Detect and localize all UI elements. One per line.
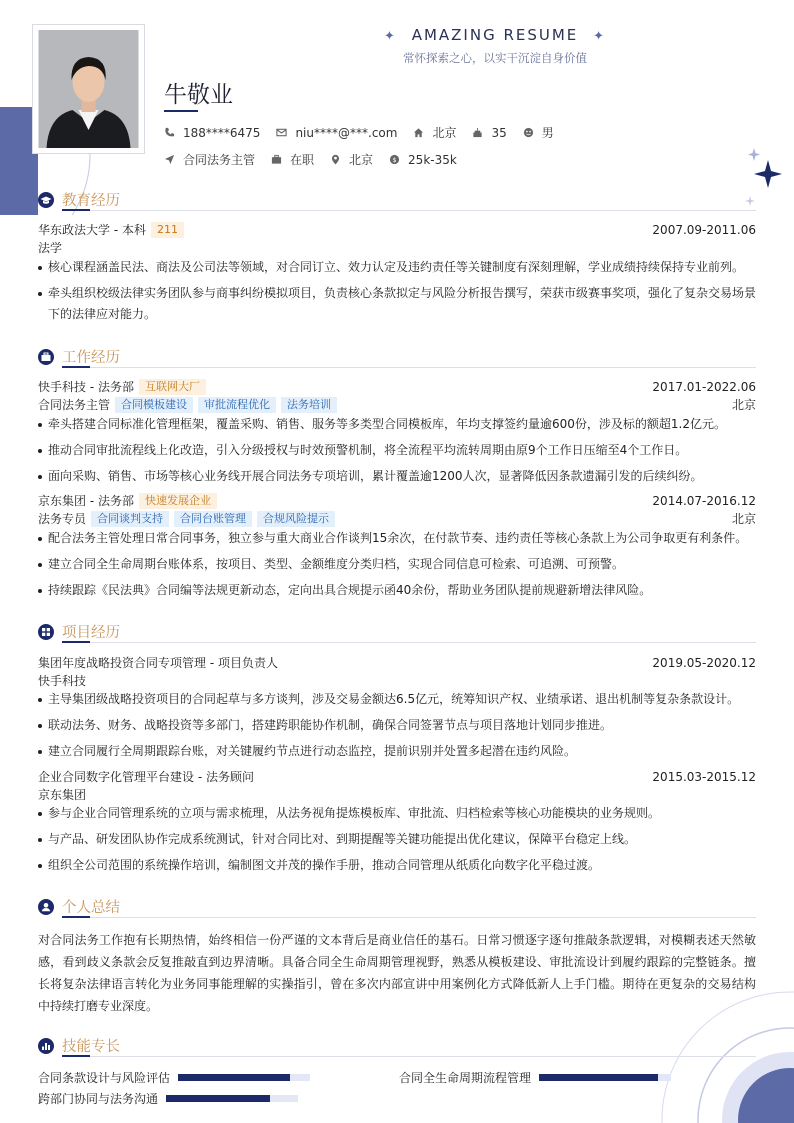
project-org-row — [38, 786, 756, 803]
skill-tag: 合同模板建设 — [115, 397, 193, 413]
summary-text: 对合同法务工作抱有长期热情，始终相信一份严谨的文本背后是商业信任的基石。日常习惯逐字逐句推敲条款逻辑，对模糊表述天然敏感，看到歧义条款会反复推敲直到边界清晰。具备合同全生命周期管理视野，熟悉从模板建设、审批流设计到履约跟踪的完整链条。擅长将复杂法律语言转化为业务同事能理解的实操指引，曾在多次内部宣讲中用案例化方式降低新人上手门槛。期待在更复杂的交易结构中持续打磨专业深度。 — [38, 933, 756, 1013]
money-icon — [389, 154, 400, 165]
company-tag: 互联网大厂 — [139, 379, 206, 395]
info-city: 北京 — [413, 124, 456, 141]
cake-icon — [472, 127, 483, 138]
job-role: 合同法务主管 — [38, 398, 111, 412]
avatar — [38, 30, 139, 148]
section-divider — [62, 1056, 756, 1057]
list-item: 推动合同审批流程线上化改造，引入分级授权与时效预警机制，将全流程平均流转周期由原9个工作日压缩至4个工作日。 — [38, 440, 756, 461]
project-header-row — [38, 768, 756, 785]
info-position: 合同法务主管 — [164, 151, 255, 168]
graduation-cap-icon — [38, 192, 54, 208]
info-salary: $ 25k-35k — [389, 153, 457, 167]
project-name: 集团年度战略投资合同专项管理 - 项目负责人 — [38, 656, 278, 670]
section-divider — [62, 917, 756, 918]
skill-name: 合同全生命周期流程管理 — [399, 1071, 532, 1085]
school-badge: 211 — [151, 222, 184, 238]
job-date: 2017.01-2022.06 — [652, 379, 756, 394]
school-name: 华东政法大学 - 本科 — [38, 223, 146, 237]
list-item: 与产品、研发团队协作完成系统测试，针对合同比对、到期提醒等关键功能提出优化建议，保障平台稳定上线。 — [38, 829, 756, 850]
company-tag: 快速发展企业 — [139, 493, 217, 509]
mail-icon — [276, 127, 287, 138]
education-bullets — [38, 257, 756, 330]
svg-text:$: $ — [392, 155, 397, 164]
skill-bar — [539, 1074, 671, 1081]
profile-photo — [32, 24, 145, 154]
section-title: 个人总结 — [62, 900, 120, 916]
job-location: 北京 — [731, 512, 756, 526]
list-item: 参与企业合同管理系统的立项与需求梳理，从法务视角提炼模板库、审批流、归档检索等核心功能模块的业务规则。 — [38, 803, 756, 824]
project-name: 企业合同数字化管理平台建设 - 法务顾问 — [38, 770, 254, 784]
skill-bar — [166, 1095, 298, 1102]
brand-title — [380, 26, 610, 44]
section-education-header — [38, 189, 756, 211]
project-org: 快手科技 — [38, 674, 87, 688]
info-age: 35 — [472, 126, 506, 140]
section-skills-header — [38, 1035, 756, 1057]
job-header-row — [38, 492, 756, 509]
job-company: 快手科技 - 法务部 — [38, 380, 134, 394]
job-role-row — [38, 396, 756, 413]
skill-tag: 法务培训 — [281, 397, 337, 413]
section-divider — [62, 642, 756, 643]
list-item: 牵头组织校级法律实务团队参与商事纠纷模拟项目，负责核心条款拟定与风险分析报告撰写，荣获市级赛事奖项，强化了复杂交易场景下的法律应对能力。 — [38, 283, 756, 325]
list-item: 主导集团级战略投资项目的合同起草与多方谈判，涉及交易金额达6.5亿元，统筹知识产权、业绩承诺、退出机制等复杂条款设计。 — [38, 689, 756, 710]
info-email: niu****@***.com — [276, 126, 397, 140]
info-gender: 男 — [523, 124, 554, 141]
brand-subtitle: 常怀探索之心，以实干沉淀自身价值 — [403, 51, 587, 65]
location-icon — [330, 154, 341, 165]
skill-name: 合同条款设计与风险评估 — [38, 1071, 171, 1085]
bar-chart-icon — [38, 1038, 54, 1054]
education-major-row — [38, 239, 756, 256]
briefcase-icon — [271, 154, 282, 165]
section-divider — [62, 367, 756, 368]
list-item: 组织全公司范围的系统操作培训，编制图文并茂的操作手册，推动合同管理从纸质化向数字化平稳过渡。 — [38, 855, 756, 876]
send-icon — [164, 154, 175, 165]
briefcase-icon — [38, 349, 54, 365]
skill-item — [399, 1069, 671, 1086]
section-accent — [62, 641, 90, 643]
job-date: 2014.07-2016.12 — [652, 493, 756, 508]
project-date: 2019.05-2020.12 — [652, 655, 756, 670]
job-header-row — [38, 378, 756, 395]
project-header-row — [38, 654, 756, 671]
section-title: 教育经历 — [62, 193, 120, 209]
info-target-city: 北京 — [330, 151, 373, 168]
education-date: 2007.09-2011.06 — [652, 222, 756, 237]
section-divider — [62, 210, 756, 211]
gender-icon — [523, 127, 534, 138]
star-icon: ✦ — [593, 29, 606, 44]
grid-icon — [38, 624, 54, 640]
job-role: 法务专员 — [38, 512, 87, 526]
name-underline — [164, 110, 198, 112]
section-accent — [62, 916, 90, 918]
star-icon: ✦ — [384, 29, 397, 44]
section-projects-header — [38, 621, 756, 643]
section-summary-header — [38, 896, 756, 918]
section-work-header — [38, 346, 756, 368]
section-accent — [62, 209, 90, 211]
section-title: 工作经历 — [62, 350, 120, 366]
home-icon — [413, 127, 424, 138]
section-title: 技能专长 — [62, 1039, 120, 1055]
project-bullets — [38, 803, 756, 881]
info-row-2 — [164, 151, 473, 168]
skill-tag: 审批流程优化 — [198, 397, 276, 413]
list-item: 核心课程涵盖民法、商法及公司法等领域，对合同订立、效力认定及违约责任等关键制度有深刻理解，学业成绩持续保持专业前列。 — [38, 257, 756, 278]
skill-tag: 合规风险提示 — [257, 511, 335, 527]
phone-icon — [164, 127, 175, 138]
job-company: 京东集团 - 法务部 — [38, 494, 134, 508]
skill-bar — [178, 1074, 310, 1081]
brand-title-text: AMAZING RESUME — [411, 26, 579, 44]
project-org-row — [38, 672, 756, 689]
skill-bar-fill — [539, 1074, 658, 1081]
project-bullets — [38, 689, 756, 767]
education-header-row — [38, 221, 756, 238]
job-bullets — [38, 414, 756, 492]
list-item: 建立合同履行全周期跟踪台账，对关键履约节点进行动态监控，提前识别并处置多起潜在违约风险。 — [38, 741, 756, 762]
section-title: 项目经历 — [62, 625, 120, 641]
list-item: 面向采购、销售、市场等核心业务线开展合同法务专项培训，累计覆盖逾1200人次，显著降低因条款遗漏引发的后续纠纷。 — [38, 466, 756, 487]
list-item: 牵头搭建合同标准化管理框架，覆盖采购、销售、服务等多类型合同模板库，年均支撑签约量逾600份，涉及标的额超1.2亿元。 — [38, 414, 756, 435]
project-org: 京东集团 — [38, 788, 87, 802]
candidate-name: 牛敬业 — [164, 82, 233, 108]
info-row-1 — [164, 124, 570, 141]
skill-bar-fill — [166, 1095, 270, 1102]
list-item: 配合法务主管处理日常合同事务，独立参与重大商业合作谈判15余次，在付款节奏、违约责任等核心条款上为公司争取更有利条件。 — [38, 528, 756, 549]
brand-header — [380, 26, 610, 66]
list-item: 建立合同全生命周期台账体系，按项目、类型、金额维度分类归档，实现合同信息可检索、可追溯、可预警。 — [38, 554, 756, 575]
job-bullets — [38, 528, 756, 606]
project-date: 2015.03-2015.12 — [652, 769, 756, 784]
user-icon — [38, 899, 54, 915]
section-accent — [62, 1055, 90, 1057]
skill-bar-fill — [178, 1074, 290, 1081]
info-phone: 188****6475 — [164, 126, 260, 140]
skill-item — [38, 1069, 310, 1086]
list-item: 持续跟踪《民法典》合同编等法规更新动态，定向出具合规提示函40余份，帮助业务团队提前规避新增法律风险。 — [38, 580, 756, 601]
skill-name: 跨部门协同与法务沟通 — [38, 1092, 159, 1106]
job-role-row — [38, 510, 756, 527]
section-accent — [62, 366, 90, 368]
education-major: 法学 — [38, 241, 63, 255]
info-status: 在职 — [271, 151, 314, 168]
job-location: 北京 — [731, 398, 756, 412]
skill-item — [38, 1090, 298, 1107]
skill-tag: 合同台账管理 — [174, 511, 252, 527]
list-item: 联动法务、财务、战略投资等多部门，搭建跨职能协作机制，确保合同签署节点与项目落地计划同步推进。 — [38, 715, 756, 736]
skill-tag: 合同谈判支持 — [91, 511, 169, 527]
